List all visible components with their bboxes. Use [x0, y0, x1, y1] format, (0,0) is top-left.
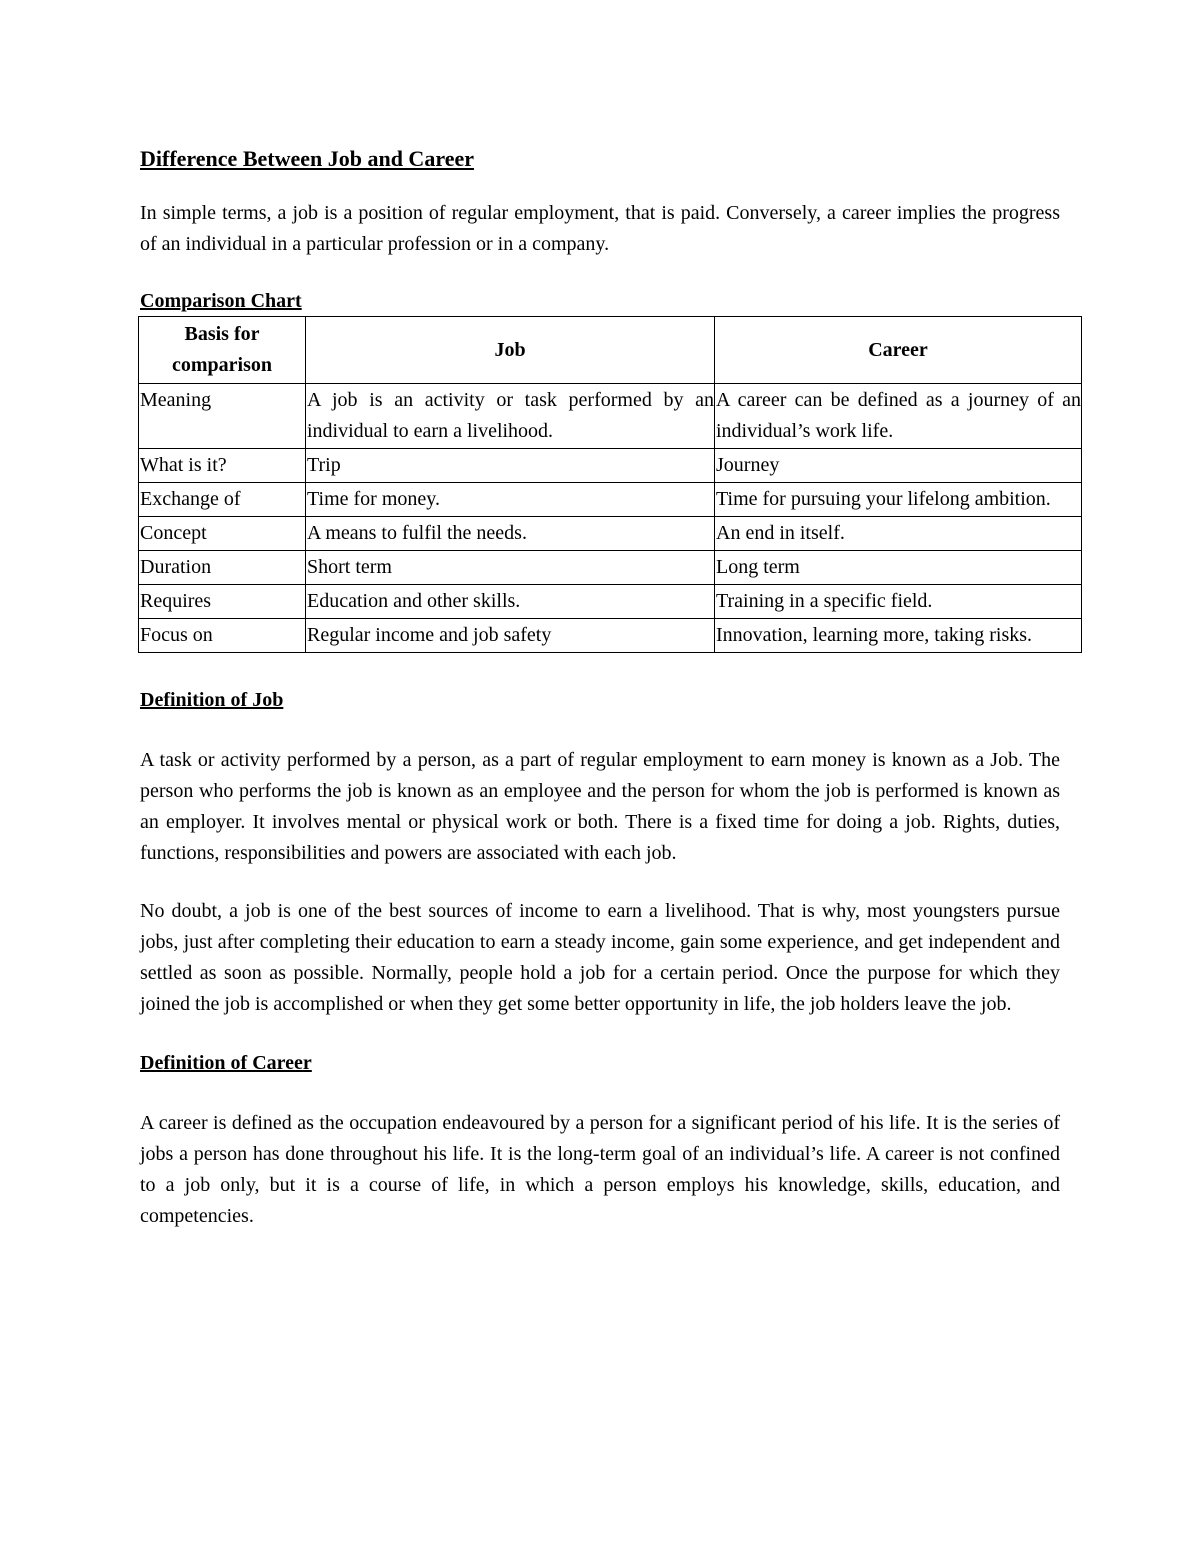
cell-basis: Duration — [139, 551, 306, 585]
cell-career: Training in a specific field. — [715, 585, 1082, 619]
document-page — [140, 140, 1081, 1232]
definition-career-paragraph-1: A career is defined as the occupation endeavoured by a person for a significant period of his life. It is the series of jobs a person has done throughout his life. It is the long-term goal of an individual’s life. A career is not confined to a job only, but it is a course of life, in which a person employs his knowledge, skills, education, and competencies. — [140, 1112, 1060, 1227]
header-career: Career — [715, 317, 1082, 384]
cell-basis: Requires — [139, 585, 306, 619]
definition-career-heading: Definition of Career — [140, 1052, 312, 1074]
cell-career: A career can be defined as a journey of an individual’s work life. — [715, 384, 1082, 449]
header-basis: Basis for comparison — [139, 317, 306, 384]
table-row — [139, 551, 1082, 585]
cell-job: Trip — [306, 449, 715, 483]
cell-job: A job is an activity or task performed by an individual to earn a livelihood. — [306, 384, 715, 449]
cell-career: An end in itself. — [715, 517, 1082, 551]
table-row — [139, 585, 1082, 619]
cell-basis: Exchange of — [139, 483, 306, 517]
definition-job-heading: Definition of Job — [140, 689, 284, 711]
comparison-table — [138, 316, 1082, 653]
table-row — [139, 449, 1082, 483]
cell-basis: Concept — [139, 517, 306, 551]
cell-career: Time for pursuing your lifelong ambition. — [715, 483, 1082, 517]
cell-basis: Meaning — [139, 384, 306, 449]
table-row — [139, 483, 1082, 517]
definition-job-paragraph-1: A task or activity performed by a person, as a part of regular employment to earn money is known as a Job. The person who performs the job is known as an employee and the person for whom the job is performed is known as an employer. It involves mental or physical work or both. There is a fixed time for doing a job. Rights, duties, functions, responsibilities and powers are associated with each job. — [140, 749, 1060, 864]
cell-career: Long term — [715, 551, 1082, 585]
cell-job: A means to fulfil the needs. — [306, 517, 715, 551]
table-row — [139, 517, 1082, 551]
comparison-chart-heading: Comparison Chart — [140, 290, 302, 312]
table-row — [139, 619, 1082, 653]
table-header-row — [139, 317, 1082, 384]
cell-basis: Focus on — [139, 619, 306, 653]
cell-job: Short term — [306, 551, 715, 585]
cell-job: Regular income and job safety — [306, 619, 715, 653]
table-row — [139, 384, 1082, 449]
definition-job-paragraph-2: No doubt, a job is one of the best sources of income to earn a livelihood. That is why, most youngsters pursue jobs, just after completing their education to earn a steady income, gain some experience, and get independent and settled as soon as possible. Normally, people hold a job for a certain period. Once the purpose for which they joined the job is accomplished or when they get some better opportunity in life, the job holders leave the job. — [140, 900, 1060, 1015]
cell-career: Innovation, learning more, taking risks. — [715, 619, 1082, 653]
header-job: Job — [306, 317, 715, 384]
cell-job: Education and other skills. — [306, 585, 715, 619]
document-title: Difference Between Job and Career — [140, 146, 474, 171]
intro-paragraph: In simple terms, a job is a position of regular employment, that is paid. Conversely, a career implies the progress of an individual in a particular profession or in a company. — [140, 202, 1060, 255]
cell-basis: What is it? — [139, 449, 306, 483]
cell-career: Journey — [715, 449, 1082, 483]
cell-job: Time for money. — [306, 483, 715, 517]
